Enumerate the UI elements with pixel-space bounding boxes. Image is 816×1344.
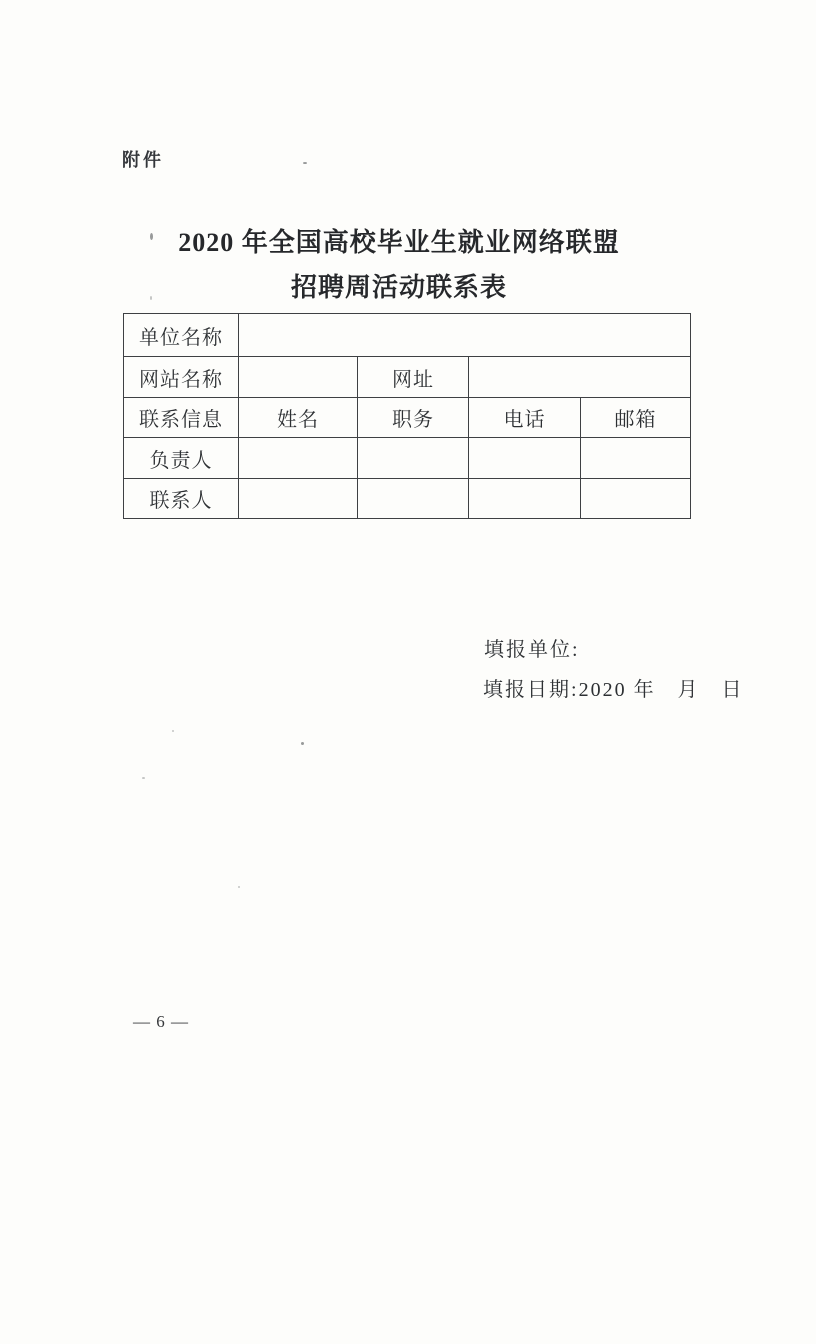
website-url-blank-cell (469, 357, 691, 398)
email-column-header: 邮箱 (581, 398, 691, 438)
unit-name-blank-cell (239, 314, 691, 357)
contact-name-blank-cell (239, 479, 358, 519)
scan-speck (303, 162, 307, 164)
table-row-website (124, 357, 691, 398)
scan-speck (301, 742, 304, 745)
document-title (116, 220, 682, 310)
responsible-email-blank-cell (581, 438, 691, 479)
website-name-blank-cell (239, 357, 358, 398)
table-row-contact-person (124, 479, 691, 519)
table-row-responsible-person (124, 438, 691, 479)
responsible-person-label: 负责人 (124, 438, 239, 479)
scan-speck (238, 886, 240, 888)
scan-speck (172, 730, 174, 732)
responsible-position-blank-cell (358, 438, 469, 479)
responsible-phone-blank-cell (469, 438, 581, 479)
attachment-label: 附件 (122, 150, 164, 170)
name-column-header: 姓名 (239, 398, 358, 438)
report-unit-label: 填报单位: (484, 639, 580, 661)
phone-column-header: 电话 (469, 398, 581, 438)
report-date-label: 填报日期: (483, 679, 579, 701)
page-number: — 6 — (133, 1012, 189, 1031)
document-title-line2: 招聘周活动联系表 (290, 273, 507, 302)
scan-speck (142, 777, 145, 779)
table-row-unit-name (124, 314, 691, 357)
unit-name-label: 单位名称 (124, 314, 239, 357)
contact-info-table (123, 313, 691, 519)
contact-email-blank-cell (581, 479, 691, 519)
contact-info-label: 联系信息 (124, 398, 239, 438)
contact-position-blank-cell (358, 479, 469, 519)
report-date-value: 2020 年 月 日 (578, 679, 744, 701)
contact-person-label: 联系人 (124, 479, 239, 519)
responsible-name-blank-cell (239, 438, 358, 479)
document-title-line1: 2020 年全国高校毕业生就业网络联盟 (178, 228, 620, 257)
contact-phone-blank-cell (469, 479, 581, 519)
report-date-line (455, 650, 744, 725)
table-row-contact-header (124, 398, 691, 438)
website-url-label: 网址 (358, 357, 469, 398)
scan-speck (150, 296, 152, 300)
scan-speck (150, 233, 153, 240)
position-column-header: 职务 (358, 398, 469, 438)
website-name-label: 网站名称 (124, 357, 239, 398)
